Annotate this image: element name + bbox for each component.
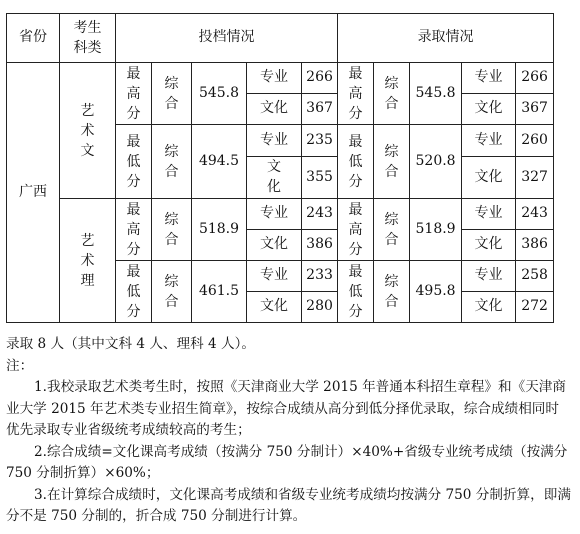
admission-major-label: 专业 — [462, 63, 516, 94]
filing-combined-score: 545.8 — [192, 63, 247, 125]
filing-combined-label: 综合 — [152, 125, 192, 199]
admission-combined-score: 520.8 — [410, 125, 462, 199]
admission-major-score: 243 — [516, 199, 554, 230]
admission-combined-score: 495.8 — [410, 261, 462, 323]
admission-culture-label: 文化 — [462, 230, 516, 261]
filing-culture-score: 280 — [302, 292, 338, 323]
admission-combined-score: 545.8 — [410, 63, 462, 125]
admission-culture-score: 272 — [516, 292, 554, 323]
filing-combined-label: 综合 — [152, 199, 192, 261]
admission-level-cell: 最高分 — [338, 199, 374, 261]
admission-level-cell: 最低分 — [338, 125, 374, 199]
filing-major-label: 专业 — [247, 125, 302, 157]
admission-major-score: 266 — [516, 63, 554, 94]
admission-culture-label: 文化 — [462, 292, 516, 323]
admission-summary: 录取 8 人（其中文科 4 人、理科 4 人）。 — [6, 336, 255, 352]
admission-culture-score: 327 — [516, 156, 554, 198]
filing-major-score: 235 — [302, 125, 338, 157]
note-item-2: 2.综合成绩=文化课高考成绩（按满分 750 分制计）×40%+省级专业统考成绩（按满分 750 分制折算）×60%； — [6, 443, 568, 481]
filing-level-cell: 最低分 — [116, 125, 152, 199]
admission-combined-label: 综合 — [374, 261, 410, 323]
notes-section — [6, 334, 572, 528]
admission-major-label: 专业 — [462, 261, 516, 292]
table-row — [7, 199, 554, 230]
admission-combined-score: 518.9 — [410, 199, 462, 261]
filing-combined-score: 494.5 — [192, 125, 247, 199]
admission-combined-label: 综合 — [374, 199, 410, 261]
filing-major-score: 233 — [302, 261, 338, 292]
note-item-1: 1.我校录取艺术类考生时，按照《天津商业大学 2015 年普通本科招生章程》和《天津商业大学 2015 年艺术类专业招生简章》，按综合成绩从高分到低分择优录取，综合成绩相同时优先录取专业省级统考成绩较高的考生； — [6, 379, 566, 438]
admission-culture-score: 367 — [516, 94, 554, 125]
filing-culture-label: 文化 — [247, 230, 302, 261]
filing-major-score: 266 — [302, 63, 338, 94]
header-province: 省份 — [7, 14, 60, 63]
note-item-3: 3.在计算综合成绩时，文化课高考成绩和省级专业统考成绩均按满分 750 分制折算，即满分不是 750 分制的，折合成 750 分制进行计算。 — [6, 486, 571, 524]
header-category: 考生科类 — [60, 14, 116, 63]
filing-major-label: 专业 — [247, 63, 302, 94]
filing-culture-score: 367 — [302, 94, 338, 125]
filing-combined-score: 461.5 — [192, 261, 247, 323]
header-admission: 录取情况 — [338, 14, 554, 63]
province-cell: 广西 — [7, 63, 60, 323]
notes-label: 注： — [6, 357, 34, 374]
admission-major-label: 专业 — [462, 125, 516, 157]
filing-combined-label: 综合 — [152, 63, 192, 125]
table-row — [7, 63, 554, 94]
filing-level-cell: 最高分 — [116, 63, 152, 125]
admission-combined-label: 综合 — [374, 125, 410, 199]
filing-major-label: 专业 — [247, 199, 302, 230]
admission-level-cell: 最高分 — [338, 63, 374, 125]
admission-major-label: 专业 — [462, 199, 516, 230]
category-cell: 艺术理 — [60, 199, 116, 323]
admission-score-table — [6, 13, 554, 323]
filing-level-cell: 最低分 — [116, 261, 152, 323]
filing-major-score: 243 — [302, 199, 338, 230]
filing-culture-score: 355 — [302, 156, 338, 198]
filing-culture-label: 文化 — [247, 292, 302, 323]
filing-culture-label: 文化 — [247, 94, 302, 125]
filing-level-cell: 最高分 — [116, 199, 152, 261]
admission-culture-score: 386 — [516, 230, 554, 261]
filing-culture-label: 文化 — [247, 156, 302, 198]
admission-level-cell: 最低分 — [338, 261, 374, 323]
filing-combined-label: 综合 — [152, 261, 192, 323]
admission-major-score: 260 — [516, 125, 554, 157]
header-filing: 投档情况 — [116, 14, 338, 63]
filing-major-label: 专业 — [247, 261, 302, 292]
filing-combined-score: 518.9 — [192, 199, 247, 261]
admission-combined-label: 综合 — [374, 63, 410, 125]
filing-culture-score: 386 — [302, 230, 338, 261]
table-header-row — [7, 14, 554, 63]
admission-major-score: 258 — [516, 261, 554, 292]
admission-culture-label: 文化 — [462, 156, 516, 198]
admission-culture-label: 文化 — [462, 94, 516, 125]
category-cell: 艺术文 — [60, 63, 116, 199]
